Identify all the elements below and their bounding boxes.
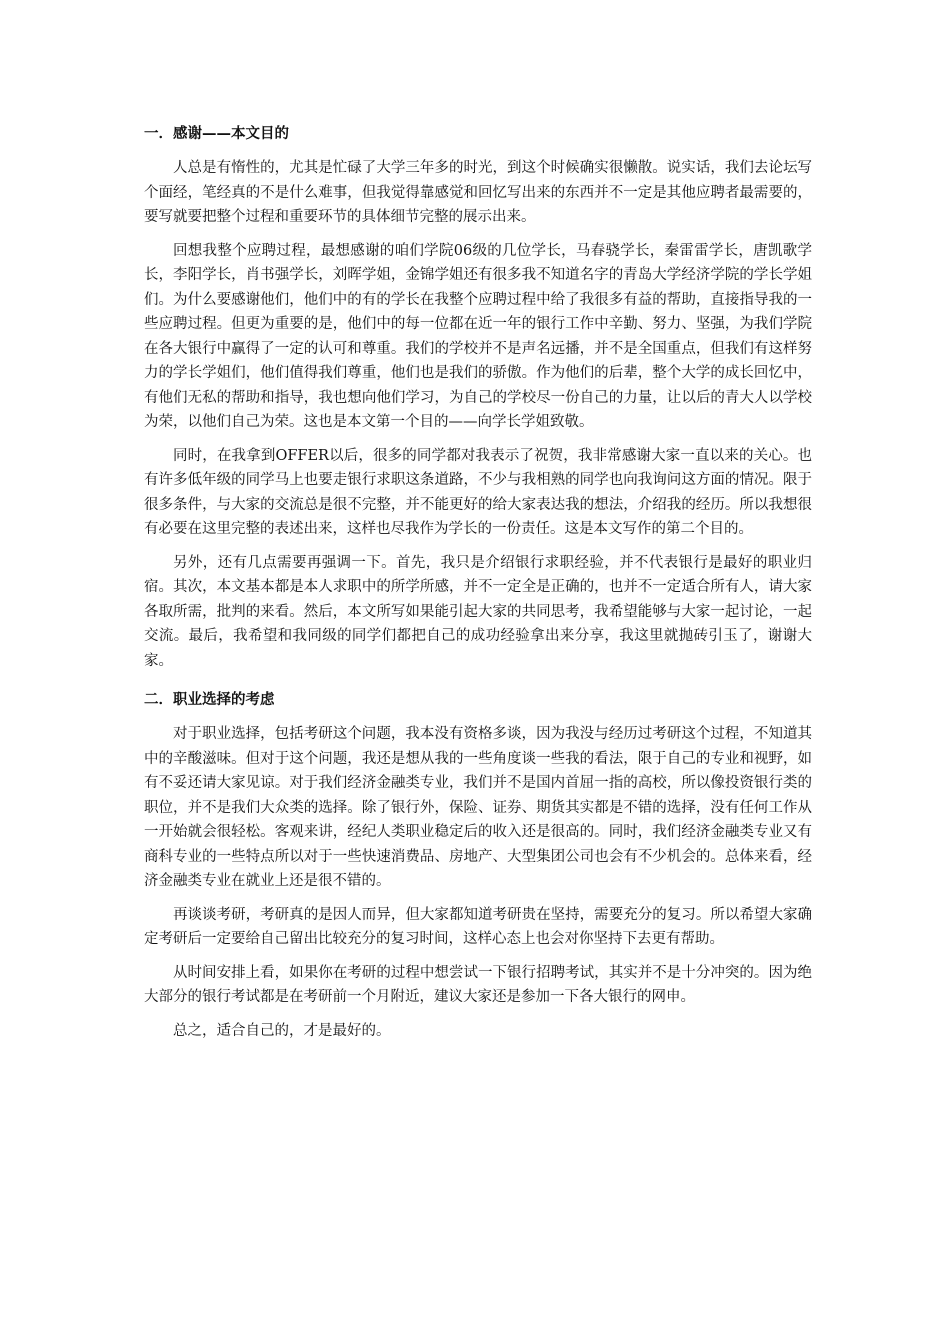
section-1-paragraph-3: 同时，在我拿到OFFER以后，很多的同学都对我表示了祝贺，我非常感谢大家一直以来的关心。也有许多低年级的同学马上也要走银行求职这条道路，不少与我相熟的同学也向我询问这方面的情况。限于很多条件，与大家的交流总是很不完整，并不能更好的给大家表达我的想法，介绍我的经历。所以我想很有必要在这里完整的表述出来，这样也尽我作为学长的一份责任。这是本文写作的第二个目的。 bbox=[144, 447, 812, 537]
section-heading-2: 二．职业选择的考虑 bbox=[144, 692, 275, 708]
section-1-paragraph-4: 另外，还有几点需要再强调一下。首先，我只是介绍银行求职经验，并不代表银行是最好的职业归宿。其次，本文基本都是本人求职中的所学所感，并不一定全是正确的，也并不一定适合所有人，请大家各取所需，批判的来看。然后，本文所写如果能引起大家的共同思考，我希望能够与大家一起讨论，一起交流。最后，我希望和我同级的同学们都把自己的成功经验拿出来分享，我这里就抛砖引玉了，谢谢大家。 bbox=[144, 554, 812, 669]
section-heading-1: 一．感谢——本文目的 bbox=[144, 126, 289, 142]
section-2-paragraph-2: 再谈谈考研，考研真的是因人而异，但大家都知道考研贵在坚持，需要充分的复习。所以希望大家确定考研后一定要给自己留出比较充分的复习时间，这样心态上也会对你坚持下去更有帮助。 bbox=[144, 906, 812, 947]
section-2-paragraph-1: 对于职业选择，包括考研这个问题，我本没有资格多谈，因为我没与经历过考研这个过程，不知道其中的辛酸滋味。但对于这个问题，我还是想从我的一些角度谈一些我的看法，限于自己的专业和视野，如有不妥还请大家见谅。对于我们经济金融类专业，我们并不是国内首屈一指的高校，所以像投资银行类的职位，并不是我们大众类的选择。除了银行外，保险、证券、期货其实都是不错的选择，没有任何工作从一开始就会很轻松。客观来讲，经纪人类职业稳定后的收入还是很高的。同时，我们经济金融类专业又有商科专业的一些特点所以对于一些快速消费品、房地产、大型集团公司也会有不少机会的。总体来看，经济金融类专业在就业上还是很不错的。 bbox=[144, 726, 812, 889]
document-body bbox=[144, 116, 812, 1043]
section-1-paragraph-2: 回想我整个应聘过程，最想感谢的咱们学院06级的几位学长，马春骁学长，秦雷雷学长，唐凯歌学长，李阳学长，肖书强学长，刘晖学姐，金锦学姐还有很多我不知道名字的青岛大学经济学院的学长学姐们。为什么要感谢他们，他们中的有的学长在我整个应聘过程中给了我很多有益的帮助，直接指导我的一些应聘过程。但更为重要的是，他们中的每一位都在近一年的银行工作中辛勤、努力、坚强，为我们学院在各大银行中赢得了一定的认可和尊重。我们的学校并不是声名远播，并不是全国重点，但我们有这样努力的学长学姐们，他们值得我们尊重，他们也是我们的骄傲。作为他们的后辈，整个大学的成长回忆中，有他们无私的帮助和指导，我也想向他们学习，为自己的学校尽一份自己的力量，让以后的青大人以学校为荣，以他们自己为荣。这也是本文第一个目的——向学长学姐致敬。 bbox=[144, 242, 812, 430]
section-1-paragraph-1: 人总是有惰性的，尤其是忙碌了大学三年多的时光，到这个时候确实很懒散。说实话，我们去论坛写个面经，笔经真的不是什么难事，但我觉得靠感觉和回忆写出来的东西并不一定是其他应聘者最需要的，要写就要把整个过程和重要环节的具体细节完整的展示出来。 bbox=[144, 160, 812, 225]
section-2-paragraph-4: 总之，适合自己的，才是最好的。 bbox=[173, 1022, 391, 1039]
section-2-paragraph-3: 从时间安排上看，如果你在考研的过程中想尝试一下银行招聘考试，其实并不是十分冲突的。因为绝大部分的银行考试都是在考研前一个月附近，建议大家还是参加一下各大银行的网申。 bbox=[144, 964, 812, 1005]
